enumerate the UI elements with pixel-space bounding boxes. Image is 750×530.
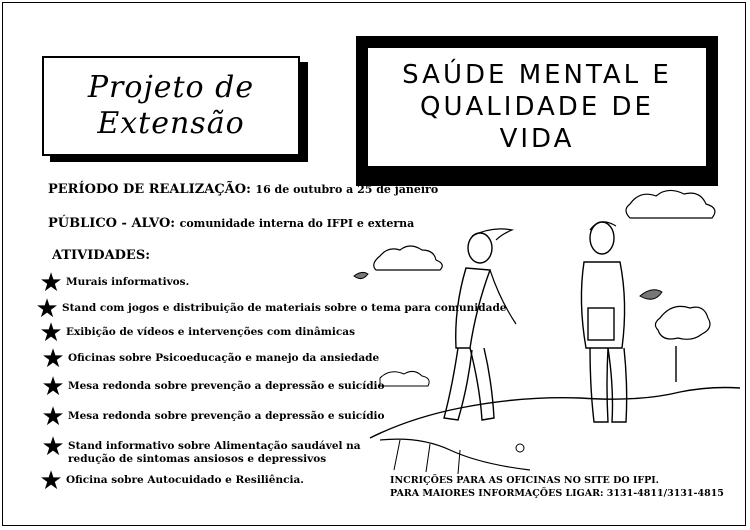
activity-item — [40, 402, 385, 432]
star-icon: ★ — [41, 432, 65, 462]
activity-text: Oficinas sobre Psicoeducação e manejo da ansiedade — [68, 352, 380, 364]
footer-info — [390, 474, 724, 500]
activity-item — [40, 372, 385, 402]
title-right-line-3: VIDA — [499, 124, 575, 154]
footer-line-1: INCRIÇÕES PARA AS OFICINAS NO SITE DO IFPI. — [390, 475, 659, 486]
title-left-line-1: Projeto de — [87, 70, 255, 105]
activity-text: Stand com jogos e distribuição de materiais sobre o tema para comunidade — [62, 302, 507, 314]
activity-text: Oficina sobre Autocuidado e Resiliência. — [66, 474, 304, 486]
publico-value: comunidade interna do IFPI e externa — [179, 217, 415, 230]
star-icon: ★ — [39, 318, 63, 348]
star-icon: ★ — [35, 294, 59, 324]
activity-text: Mesa redonda sobre prevenção a depressão e suicídio — [68, 410, 385, 422]
star-icon: ★ — [41, 402, 65, 432]
publico-label: PÚBLICO - ALVO: — [48, 216, 176, 231]
activity-text: Mesa redonda sobre prevenção a depressão e suicídio — [68, 380, 385, 392]
activity-item — [40, 344, 380, 374]
star-icon: ★ — [39, 268, 63, 298]
star-icon: ★ — [41, 372, 65, 402]
star-icon: ★ — [39, 466, 63, 496]
illustration-two-people — [340, 178, 740, 478]
atividades-heading: ATIVIDADES: — [52, 248, 151, 263]
title-left-line-2: Extensão — [97, 106, 245, 141]
title-right-line-2: QUALIDADE DE — [420, 92, 654, 122]
activity-item — [38, 318, 356, 348]
footer-line-2: PARA MAIORES INFORMAÇÕES LIGAR: 3131-4811/3131-4815 — [390, 488, 724, 499]
title-right-line-1: SAÚDE MENTAL E — [402, 60, 672, 90]
activity-text: Exibição de vídeos e intervenções com dinâmicas — [66, 326, 356, 338]
title-right-box — [368, 48, 706, 166]
periodo-value: 16 de outubro a 25 de janeiro — [255, 183, 439, 196]
title-left-box — [42, 56, 300, 156]
activity-text: Stand informativo sobre Alimentação saudável na redução de sintomas ansiosos e depressivos — [68, 440, 361, 465]
activity-item — [38, 268, 190, 298]
star-icon: ★ — [41, 344, 65, 374]
periodo-label: PERÍODO DE REALIZAÇÃO: — [48, 182, 251, 197]
activity-text: Murais informativos. — [66, 276, 190, 288]
activity-item — [38, 466, 304, 496]
